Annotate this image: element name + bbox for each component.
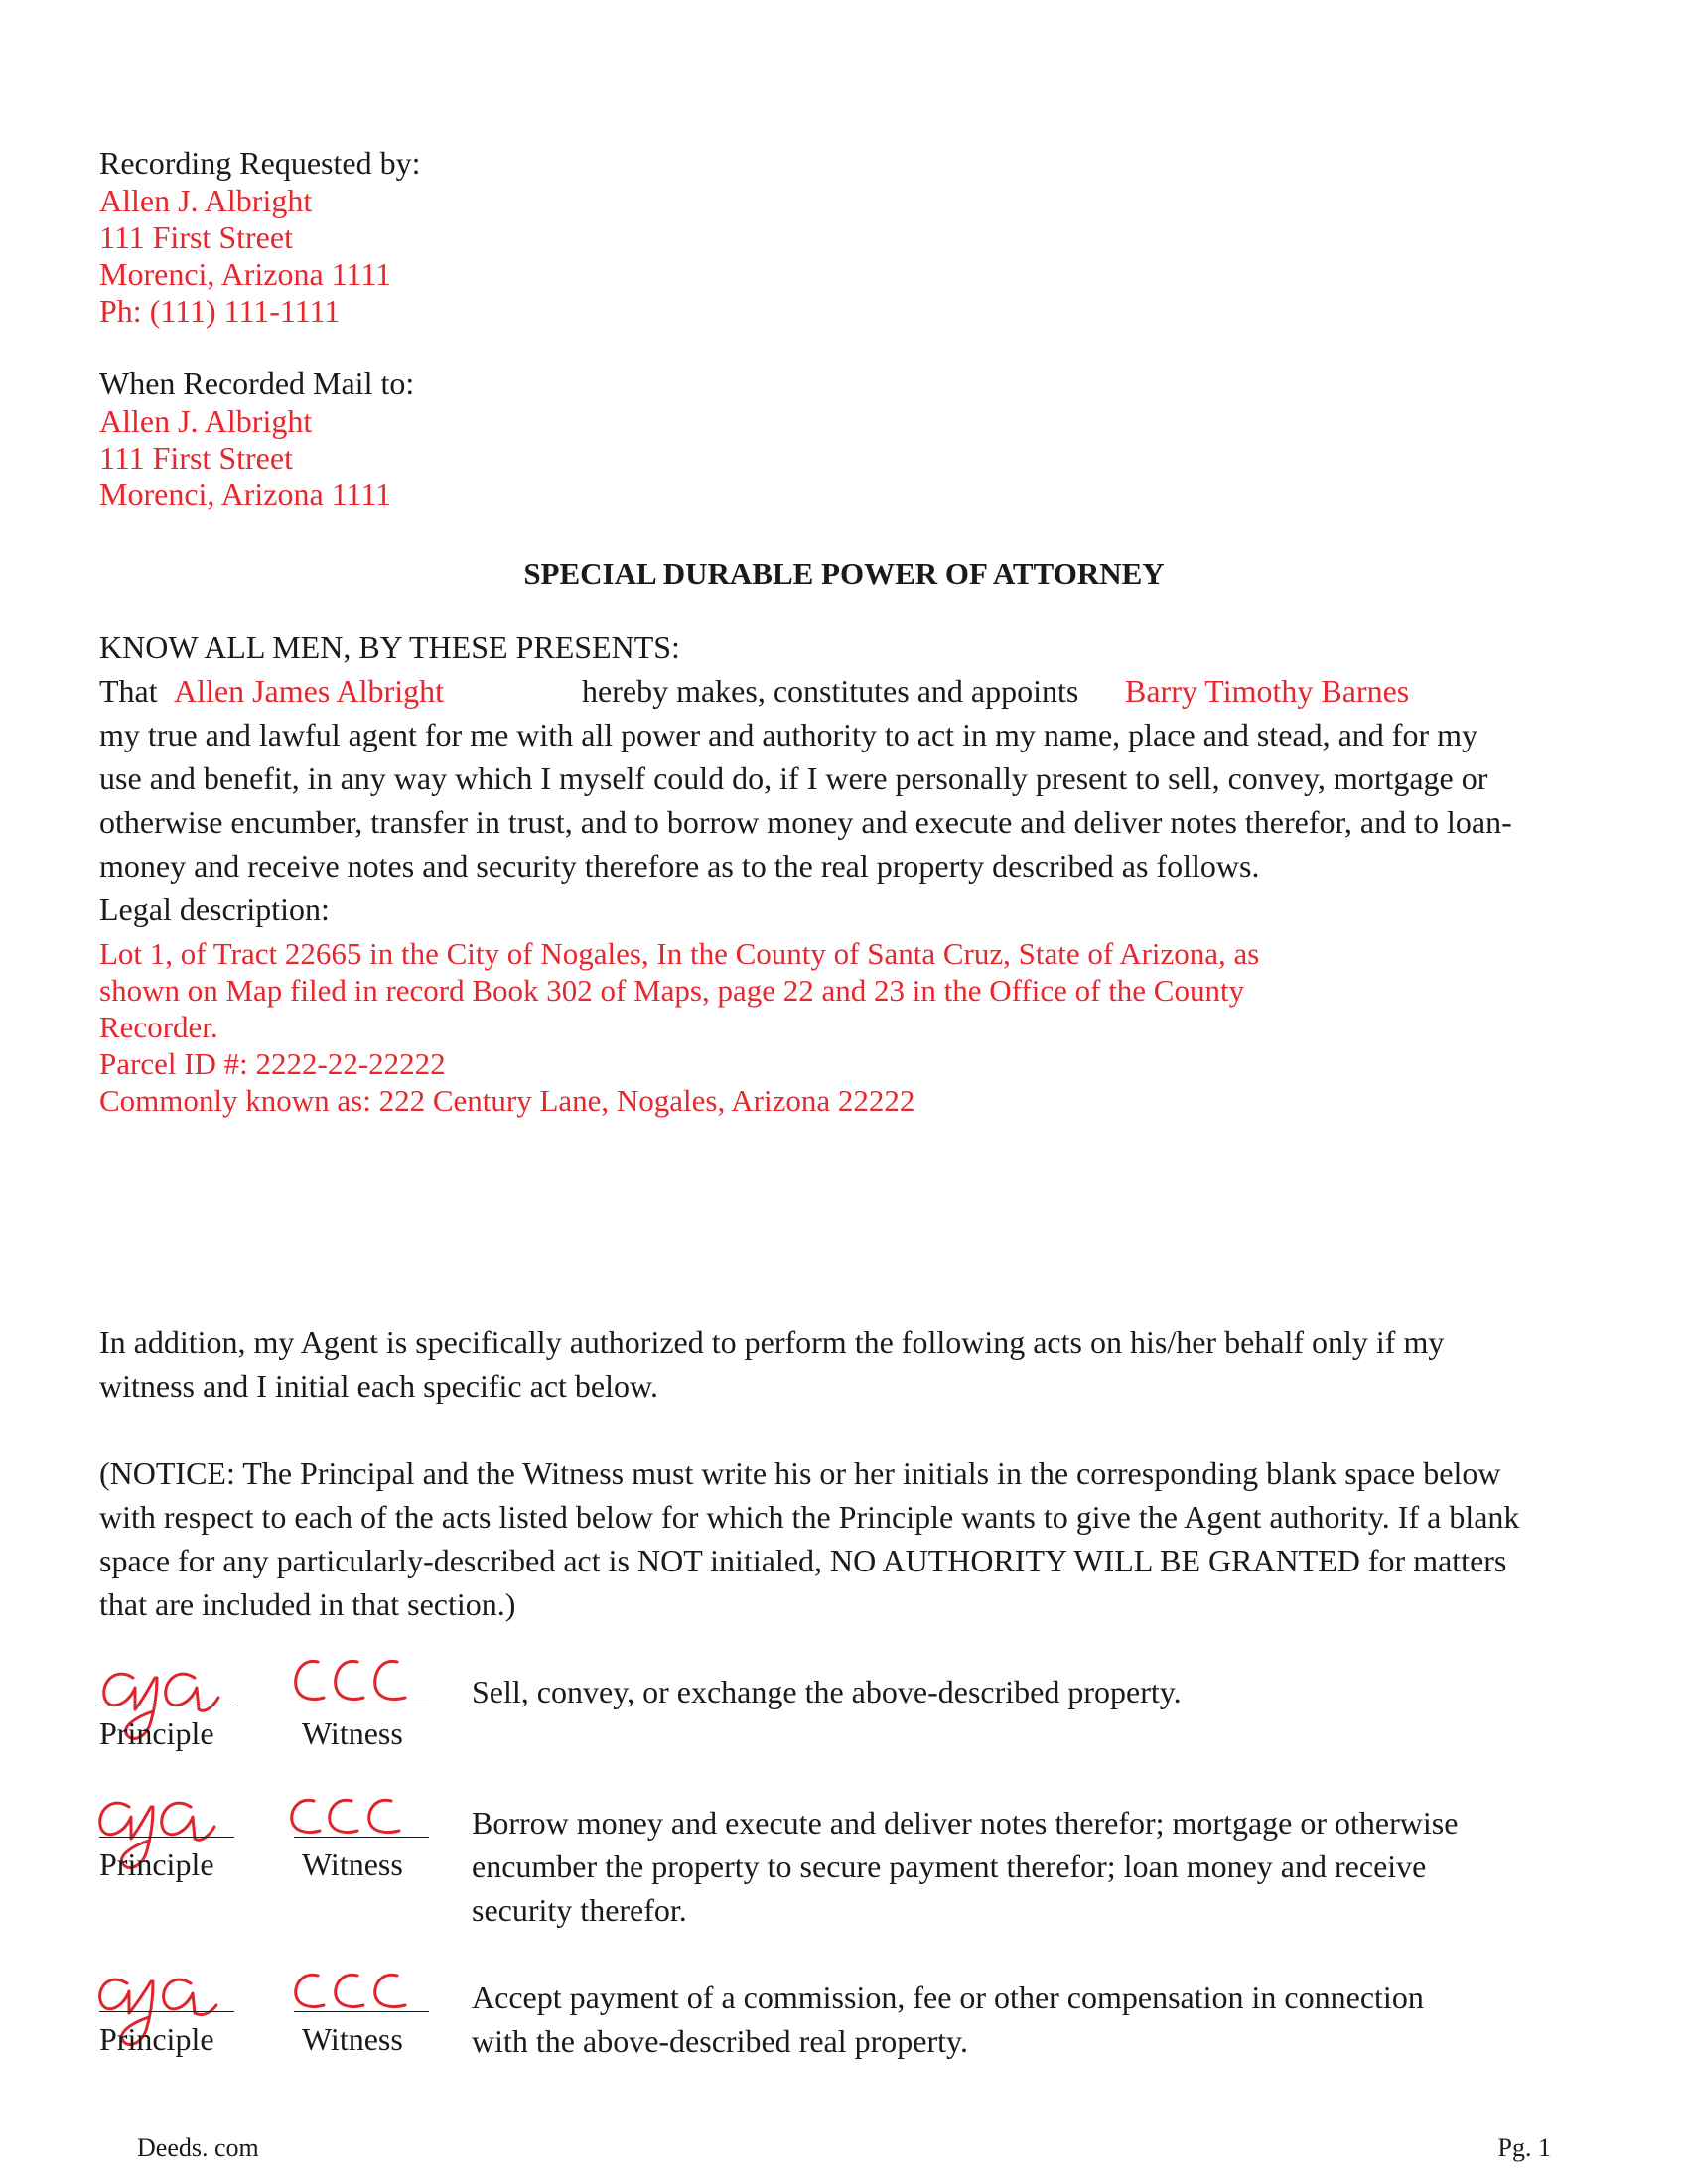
act-3-line-2: with the above-described real property. xyxy=(472,2023,968,2059)
addition-line-1: In addition, my Agent is specifically authorized to perform the following acts on his/her behalf only if my xyxy=(99,1324,1445,1360)
footer-site: Deeds. com xyxy=(137,2133,259,2162)
intro-line-4: money and receive notes and security therefore as to the real property described as follows. xyxy=(99,848,1260,884)
witness-initial-line-2 xyxy=(294,1837,429,1838)
commonly-known-as: Commonly known as: 222 Century Lane, Nogales, Arizona 22222 xyxy=(99,1083,915,1118)
intro-line-2: use and benefit, in any way which I myself could do, if I were personally present to sell, convey, mortgage or xyxy=(99,760,1488,796)
intro-line-1: my true and lawful agent for me with all power and authority to act in my name, place and stead, and for my xyxy=(99,717,1477,752)
document-title: SPECIAL DURABLE POWER OF ATTORNEY xyxy=(523,556,1165,591)
mail-to-block xyxy=(99,361,414,516)
witness-label-1: Witness xyxy=(302,1715,403,1751)
principal-name-field: Allen James Albright xyxy=(174,673,444,709)
notice-line-1: (NOTICE: The Principal and the Witness must write his or her initials in the corresponding blank space below xyxy=(99,1455,1501,1491)
act-1-line-1: Sell, convey, or exchange the above-described property. xyxy=(472,1674,1182,1709)
recording-requested-street: 111 First Street xyxy=(99,219,293,255)
recording-requested-name: Allen J. Albright xyxy=(99,183,313,218)
mail-to-street: 111 First Street xyxy=(99,440,293,476)
parcel-id: Parcel ID #: 2222-22-22222 xyxy=(99,1046,446,1081)
principle-label-2: Principle xyxy=(99,1846,214,1882)
agent-name-field: Barry Timothy Barnes xyxy=(1125,673,1410,709)
legal-line-1: Lot 1, of Tract 22665 in the City of Nogales, In the County of Santa Cruz, State of Arizona, as xyxy=(99,936,1260,971)
witness-label-3: Witness xyxy=(302,2021,403,2057)
recording-requested-label: Recording Requested by: xyxy=(99,145,421,181)
recording-requested-city: Morenci, Arizona 1111 xyxy=(99,256,392,292)
principal-initial-line-2 xyxy=(99,1837,234,1838)
act-2-line-1: Borrow money and execute and deliver notes therefor; mortgage or otherwise xyxy=(472,1805,1459,1841)
act-2-line-3: security therefor. xyxy=(472,1892,687,1928)
mail-to-name: Allen J. Albright xyxy=(99,403,313,439)
mail-to-city: Morenci, Arizona 1111 xyxy=(99,477,392,512)
intro-appoints-text: hereby makes, constitutes and appoints xyxy=(582,673,1079,709)
witness-initial-line-3 xyxy=(294,2011,429,2012)
act-3-line-1: Accept payment of a commission, fee or other compensation in connection xyxy=(472,1979,1424,2015)
recording-requested-block xyxy=(99,141,420,333)
witness-initials-2 xyxy=(286,1789,425,1848)
principal-initial-line-3 xyxy=(99,2011,234,2012)
legal-line-2: shown on Map filed in record Book 302 of Maps, page 22 and 23 in the Office of the County xyxy=(99,973,1245,1008)
intro-line-3: otherwise encumber, transfer in trust, and to borrow money and execute and deliver notes therefor, and to loan- xyxy=(99,804,1512,840)
witness-label-2: Witness xyxy=(302,1846,403,1882)
principle-label-3: Principle xyxy=(99,2021,214,2057)
addition-line-2: witness and I initial each specific act below. xyxy=(99,1368,659,1404)
recording-requested-phone: Ph: (111) 111-1111 xyxy=(99,293,341,329)
witness-initials-3 xyxy=(290,1964,429,2023)
witness-initials-1 xyxy=(290,1648,429,1717)
intro-heading: KNOW ALL MEN, BY THESE PRESENTS: xyxy=(99,629,680,665)
notice-line-3: space for any particularly-described act is NOT initialed, NO AUTHORITY WILL BE GRANTED for matters xyxy=(99,1543,1507,1578)
footer-page-number: Pg. 1 xyxy=(1497,2133,1551,2162)
legal-description-label: Legal description: xyxy=(99,891,330,927)
legal-line-3: Recorder. xyxy=(99,1010,218,1044)
mail-to-label: When Recorded Mail to: xyxy=(99,365,415,401)
legal-description-block xyxy=(99,935,1259,1119)
notice-line-4: that are included in that section.) xyxy=(99,1586,516,1622)
intro-that: That xyxy=(99,673,158,709)
notice-line-2: with respect to each of the acts listed below for which the Principle wants to give the Agent authority. If a blank xyxy=(99,1499,1520,1535)
act-2-line-2: encumber the property to secure payment therefor; loan money and receive xyxy=(472,1848,1427,1884)
principle-label-1: Principle xyxy=(99,1715,214,1751)
